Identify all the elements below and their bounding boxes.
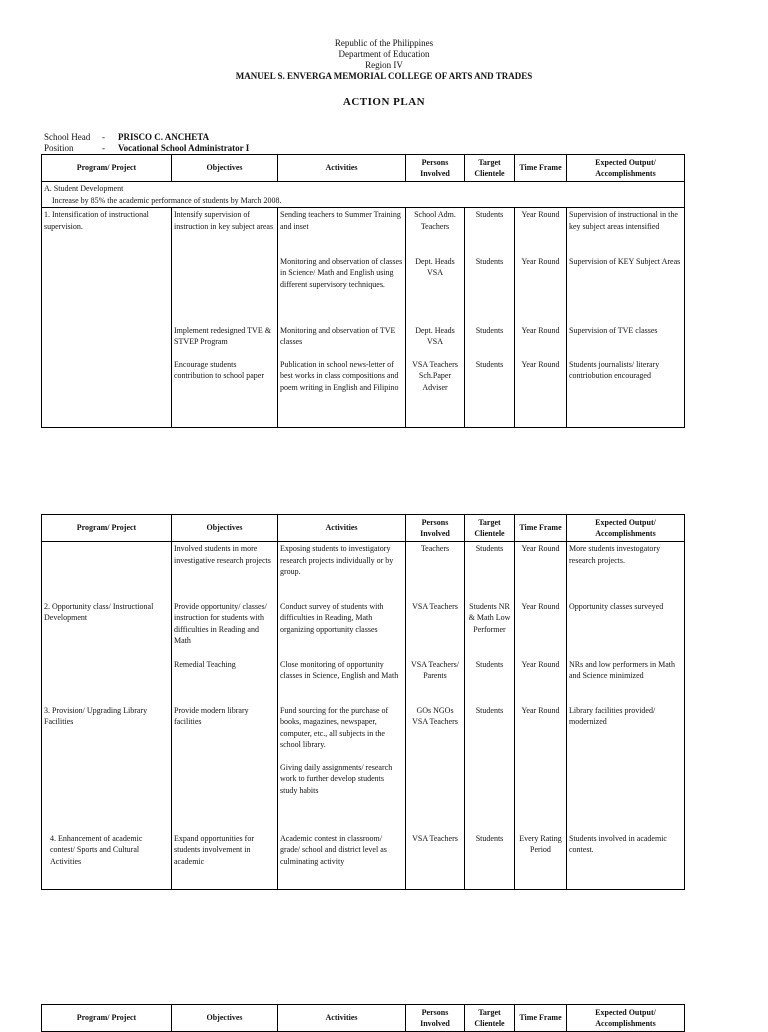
program-cell [42, 324, 172, 358]
objectives-cell: Remedial Teaching [172, 658, 278, 704]
col-header-time: Time Frame [515, 1005, 567, 1032]
persons-cell: VSA Teachers/ Parents [406, 658, 465, 704]
section-title: A. Student Development [44, 184, 124, 193]
objectives-cell: Provide opportunity/ classes/ instruction for students with difficulties in Reading and Math [172, 600, 278, 658]
time-cell: Year Round [515, 600, 567, 658]
output-cell: Opportunity classes surveyed [567, 600, 685, 658]
col-header-persons: Persons Involved [406, 515, 465, 542]
action-plan-table-1 [41, 154, 685, 428]
target-cell: Students [465, 255, 515, 324]
objectives-cell: Intensify supervision of instruction in key subject areas [172, 208, 278, 255]
school-head-label: School Head [44, 132, 91, 142]
objectives-cell [172, 255, 278, 324]
objectives-cell: Involved students in more investigative research projects [172, 542, 278, 600]
col-header-program: Program/ Project [42, 515, 172, 542]
page-title: ACTION PLAN [342, 96, 426, 108]
target-cell: Students [465, 324, 515, 358]
col-header-output: Expected Output/ Accomplishments [567, 155, 685, 182]
time-cell: Year Round [515, 358, 567, 428]
section-cell [42, 182, 685, 208]
table-header-row [42, 155, 685, 182]
objectives-cell: Implement redesigned TVE & STVEP Program [172, 324, 278, 358]
objectives-cell: Provide modern library facilities [172, 704, 278, 832]
output-cell: Supervision of TVE classes [567, 324, 685, 358]
table-row [42, 832, 685, 890]
col-header-objectives: Objectives [172, 1005, 278, 1032]
col-header-activities: Activities [278, 515, 406, 542]
col-header-objectives: Objectives [172, 515, 278, 542]
action-plan-table-3 [41, 1004, 685, 1032]
activity-text: Giving daily assignments/ research work to further develop students study habits [280, 762, 393, 795]
activities-cell [278, 704, 406, 832]
table-row [42, 658, 685, 704]
table-header-row [42, 515, 685, 542]
section-goal: Increase by 85% the academic performance of students by March 2008. [52, 195, 282, 205]
dash: - [102, 143, 105, 153]
persons-cell: Dept. Heads VSA [406, 324, 465, 358]
activities-cell: Sending teachers to Summer Training and inset [278, 208, 406, 255]
target-cell: Students NR & Math Low Performer [465, 600, 515, 658]
program-cell: 1. Intensification of instructional supervision. [42, 208, 172, 255]
persons-cell: Teachers [406, 542, 465, 600]
time-cell: Year Round [515, 208, 567, 255]
col-header-output: Expected Output/ Accomplishments [567, 515, 685, 542]
output-cell: More students investogatory research projects. [567, 542, 685, 600]
col-header-objectives: Objectives [172, 155, 278, 182]
header-republic: Republic of the Philippines [334, 38, 434, 48]
school-head-value: PRISCO C. ANCHETA [118, 132, 210, 142]
col-header-time: Time Frame [515, 515, 567, 542]
program-cell: 4. Enhancement of academic contest/ Sports and Cultural Activities [42, 832, 172, 890]
header [0, 38, 768, 82]
position-label: Position [44, 143, 74, 153]
table-row [42, 600, 685, 658]
output-cell: NRs and low performers in Math and Science minimized [567, 658, 685, 704]
target-cell: Students [465, 542, 515, 600]
persons-cell: School Adm. Teachers [406, 208, 465, 255]
table-header-row [42, 1005, 685, 1032]
target-cell: Students [465, 358, 515, 428]
col-header-persons: Persons Involved [406, 155, 465, 182]
col-header-persons: Persons Involved [406, 1005, 465, 1032]
output-cell: Students journalists/ literary contriobution encouraged [567, 358, 685, 428]
header-department: Department of Education [338, 49, 430, 59]
time-cell: Year Round [515, 255, 567, 324]
table-row [42, 542, 685, 600]
persons-cell: VSA Teachers [406, 832, 465, 890]
table-row [42, 704, 685, 832]
persons-cell: VSA Teachers [406, 600, 465, 658]
target-cell: Students [465, 658, 515, 704]
target-cell: Students [465, 704, 515, 832]
activities-cell: Conduct survey of students with difficulties in Reading, Math organizing opportunity classes [278, 600, 406, 658]
program-cell [42, 358, 172, 428]
output-cell: Supervision of instructional in the key subject areas intensified [567, 208, 685, 255]
time-cell: Year Round [515, 324, 567, 358]
table-row [42, 358, 685, 428]
time-cell: Every Rating Period [515, 832, 567, 890]
header-region: Region IV [365, 60, 403, 70]
output-cell: Supervision of KEY Subject Areas [567, 255, 685, 324]
output-cell: Students involved in academic contest. [567, 832, 685, 890]
position-value: Vocational School Administrator I [118, 143, 250, 153]
time-cell: Year Round [515, 704, 567, 832]
col-header-target: Target Clientele [465, 155, 515, 182]
activities-cell: Monitoring and observation of classes in Science/ Math and English using different supervisory techniques. [278, 255, 406, 324]
activities-cell: Close monitoring of opportunity classes in Science, English and Math [278, 658, 406, 704]
position-line [44, 142, 249, 154]
activities-cell: Publication in school news-letter of best works in class compositions and poem writing in English and Filipino [278, 358, 406, 428]
col-header-output: Expected Output/ Accomplishments [567, 1005, 685, 1032]
col-header-target: Target Clientele [465, 515, 515, 542]
col-header-program: Program/ Project [42, 155, 172, 182]
program-cell: 3. Provision/ Upgrading Library Facilities [42, 704, 172, 832]
dash: - [102, 132, 105, 142]
time-cell: Year Round [515, 658, 567, 704]
program-cell [42, 255, 172, 324]
table-row [42, 255, 685, 324]
program-cell [42, 658, 172, 704]
output-cell: Library facilities provided/ modernized [567, 704, 685, 832]
section-row [42, 182, 685, 208]
activities-cell: Academic contest in classroom/ grade/ school and district level as culminating activity [278, 832, 406, 890]
col-header-time: Time Frame [515, 155, 567, 182]
program-cell [42, 542, 172, 600]
target-cell: Students [465, 208, 515, 255]
col-header-program: Program/ Project [42, 1005, 172, 1032]
header-school-name: MANUEL S. ENVERGA MEMORIAL COLLEGE OF ARTS AND TRADES [235, 71, 533, 81]
time-cell: Year Round [515, 542, 567, 600]
persons-cell: GOs NGOs VSA Teachers [406, 704, 465, 832]
program-cell: 2. Opportunity class/ Instructional Development [42, 600, 172, 658]
persons-cell: Dept. Heads VSA [406, 255, 465, 324]
persons-cell: VSA Teachers Sch.Paper Adviser [406, 358, 465, 428]
activities-cell: Monitoring and observation of TVE classes [278, 324, 406, 358]
target-cell: Students [465, 832, 515, 890]
action-plan-table-2 [41, 514, 685, 890]
col-header-target: Target Clientele [465, 1005, 515, 1032]
activity-text: Fund sourcing for the purchase of books, magazines, newspaper, computer, etc., all subjects in the school library. [280, 705, 389, 749]
table-row [42, 324, 685, 358]
col-header-activities: Activities [278, 1005, 406, 1032]
objectives-cell: Expand opportunities for students involvement in academic [172, 832, 278, 890]
activities-cell: Exposing students to investigatory research projects individually or by group. [278, 542, 406, 600]
table-row [42, 208, 685, 255]
objectives-cell: Encourage students contribution to school paper [172, 358, 278, 428]
col-header-activities: Activities [278, 155, 406, 182]
